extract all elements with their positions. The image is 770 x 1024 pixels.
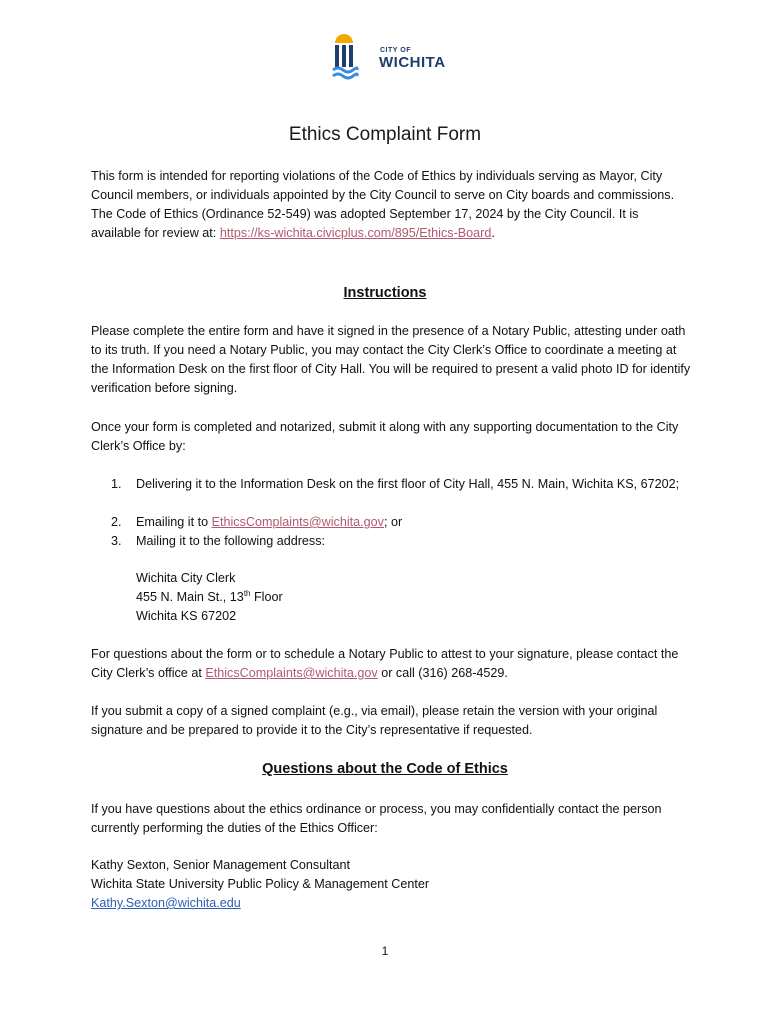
logo-wichita: WICHITA (379, 54, 446, 71)
contact-email-link[interactable]: Kathy.Sexton@wichita.edu (91, 896, 241, 910)
wichita-emblem-icon (330, 33, 378, 83)
questions-paragraph: If you have questions about the ethics ordinance or process, you may confidentially contact the person currently performing the duties of the Ethics Officer: (91, 802, 662, 835)
page-title: Ethics Complaint Form (288, 124, 482, 145)
intro-text: This form is intended for reporting violations of the Code of Ethics by individuals serving as Mayor, City Council members, or individuals appointed by the City Council to serve on City boards and commissions. The Code of Ethics (Ordinance 52-549) was adopted September 17, 2024 by the City Council. It is available for review at: (91, 169, 675, 240)
address-line-2 (136, 588, 283, 607)
ethics-complaints-email-link[interactable]: EthicsComplaints@wichita.gov (205, 666, 378, 680)
instructions-paragraph-4: If you submit a copy of a signed complaint (e.g., via email), please retain the version with your original signature and be prepared to provide it to the City’s representative if requested. (91, 704, 658, 737)
ethics-board-link[interactable]: https://ks-wichita.civicplus.com/895/Ethics-Board (219, 226, 492, 240)
page-number: 1 (381, 944, 389, 958)
p3-text-after: or call (316) 268-4529. (377, 666, 508, 680)
list-text-before: Emailing it to (136, 515, 212, 529)
list-text: Delivering it to the Information Desk on the first floor of City Hall, 455 N. Main, Wichita KS, 67202; (136, 477, 680, 491)
list-number: 3. (111, 534, 122, 548)
list-text (136, 513, 691, 532)
address-line-1: Wichita City Clerk (136, 571, 236, 585)
city-of-wichita-logo (330, 33, 446, 83)
mailing-address (136, 569, 283, 626)
logo-city-of: CITY OF (380, 47, 411, 54)
address-floor: Floor (250, 590, 283, 604)
ethics-complaints-email-link[interactable]: EthicsComplaints@wichita.gov (211, 515, 384, 529)
intro-paragraph (91, 167, 691, 243)
instructions-paragraph-2: Once your form is completed and notarized, submit it along with any supporting documentation to the City Clerk’s Office by: (91, 420, 679, 453)
instructions-paragraph-1: Please complete the entire form and have it signed in the presence of a Notary Public, attesting under oath to its truth. If you need a Notary Public, you may contact the City Clerk’s Office to coordinate a meeting at the Information Desk on the first floor of City Hall. You will be required to present a valid photo ID for identify verification before signing. (91, 324, 691, 395)
p3-text-before: For questions about the form or to schedule a Notary Public to attest to your signature, please contact the City Clerk’s office at (91, 647, 679, 680)
instructions-paragraph-3 (91, 645, 691, 683)
list-number: 2. (111, 515, 122, 529)
intro-end: . (491, 226, 495, 240)
address-line-3: Wichita KS 67202 (136, 609, 237, 623)
address-street: 455 N. Main St., 13 (136, 590, 244, 604)
contact-name: Kathy Sexton, Senior Management Consultant (91, 858, 351, 872)
address-floor-suffix: th (243, 588, 251, 598)
list-number: 1. (111, 477, 122, 491)
contact-organization: Wichita State University Public Policy & Management Center (91, 877, 430, 891)
list-text: Mailing it to the following address: (136, 534, 326, 548)
list-text-after: ; or (383, 515, 403, 529)
contact-email-row (91, 894, 691, 913)
questions-heading: Questions about the Code of Ethics (262, 761, 508, 777)
instructions-heading: Instructions (343, 285, 427, 301)
